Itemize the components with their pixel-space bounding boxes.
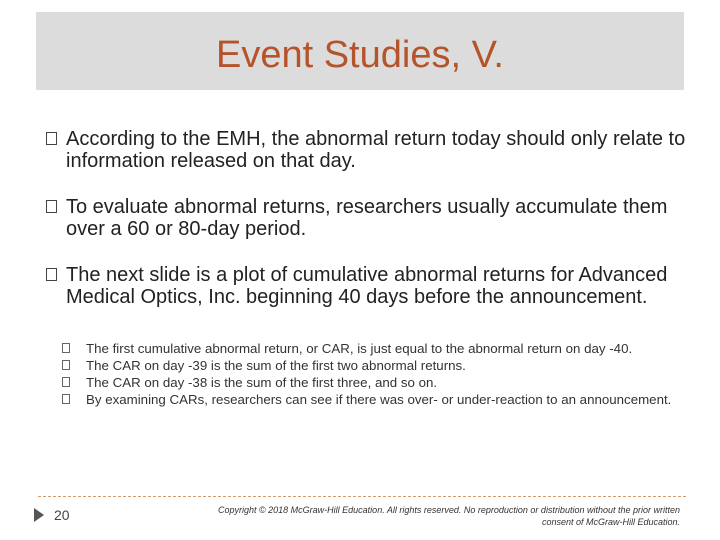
- bullet-item: [46, 128, 686, 172]
- bullet-text: To evaluate abnormal returns, researchers usually accumulate them over a 60 or 80-day period.: [66, 196, 668, 240]
- bullet-box-icon: [46, 268, 57, 281]
- slide-number: 20: [54, 507, 70, 523]
- bullet-text: The next slide is a plot of cumulative abnormal returns for Advanced Medical Optics, Inc. beginning 40 days before the announcement.: [66, 264, 668, 308]
- slide-title: Event Studies, V.: [215, 34, 504, 76]
- sub-bullet-box-icon: [62, 343, 70, 353]
- bullet-text: According to the EMH, the abnormal return today should only relate to information released on that day.: [66, 128, 686, 172]
- sub-bullet-text: The CAR on day -38 is the sum of the first three, and so on.: [86, 375, 438, 391]
- bullet-item: [46, 264, 686, 308]
- bullet-box-icon: [46, 200, 57, 213]
- arrow-right-icon: [34, 508, 44, 522]
- sub-bullet-text: By examining CARs, researchers can see if there was over- or under-reaction to an announcement.: [86, 392, 672, 408]
- copyright-notice: Copyright © 2018 McGraw-Hill Education. All rights reserved. No reproduction or distribution without the prior written consent of McGraw-Hill Education.: [218, 505, 680, 527]
- sub-bullet-box-icon: [62, 360, 70, 370]
- sub-bullet-item: [86, 342, 686, 356]
- sub-bullet-item: [86, 376, 686, 390]
- sub-bullet-list: [86, 342, 686, 410]
- footer-divider: [38, 496, 686, 497]
- sub-bullet-text: The CAR on day -39 is the sum of the first two abnormal returns.: [86, 358, 466, 374]
- sub-bullet-box-icon: [62, 377, 70, 387]
- bullet-list: [46, 128, 686, 332]
- sub-bullet-text: The first cumulative abnormal return, or CAR, is just equal to the abnormal return on day -40.: [86, 341, 633, 356]
- bullet-item: [46, 196, 686, 240]
- sub-bullet-item: [86, 359, 686, 373]
- title-band: [36, 12, 684, 90]
- bullet-box-icon: [46, 132, 57, 145]
- sub-bullet-item: [86, 393, 686, 407]
- sub-bullet-box-icon: [62, 394, 70, 404]
